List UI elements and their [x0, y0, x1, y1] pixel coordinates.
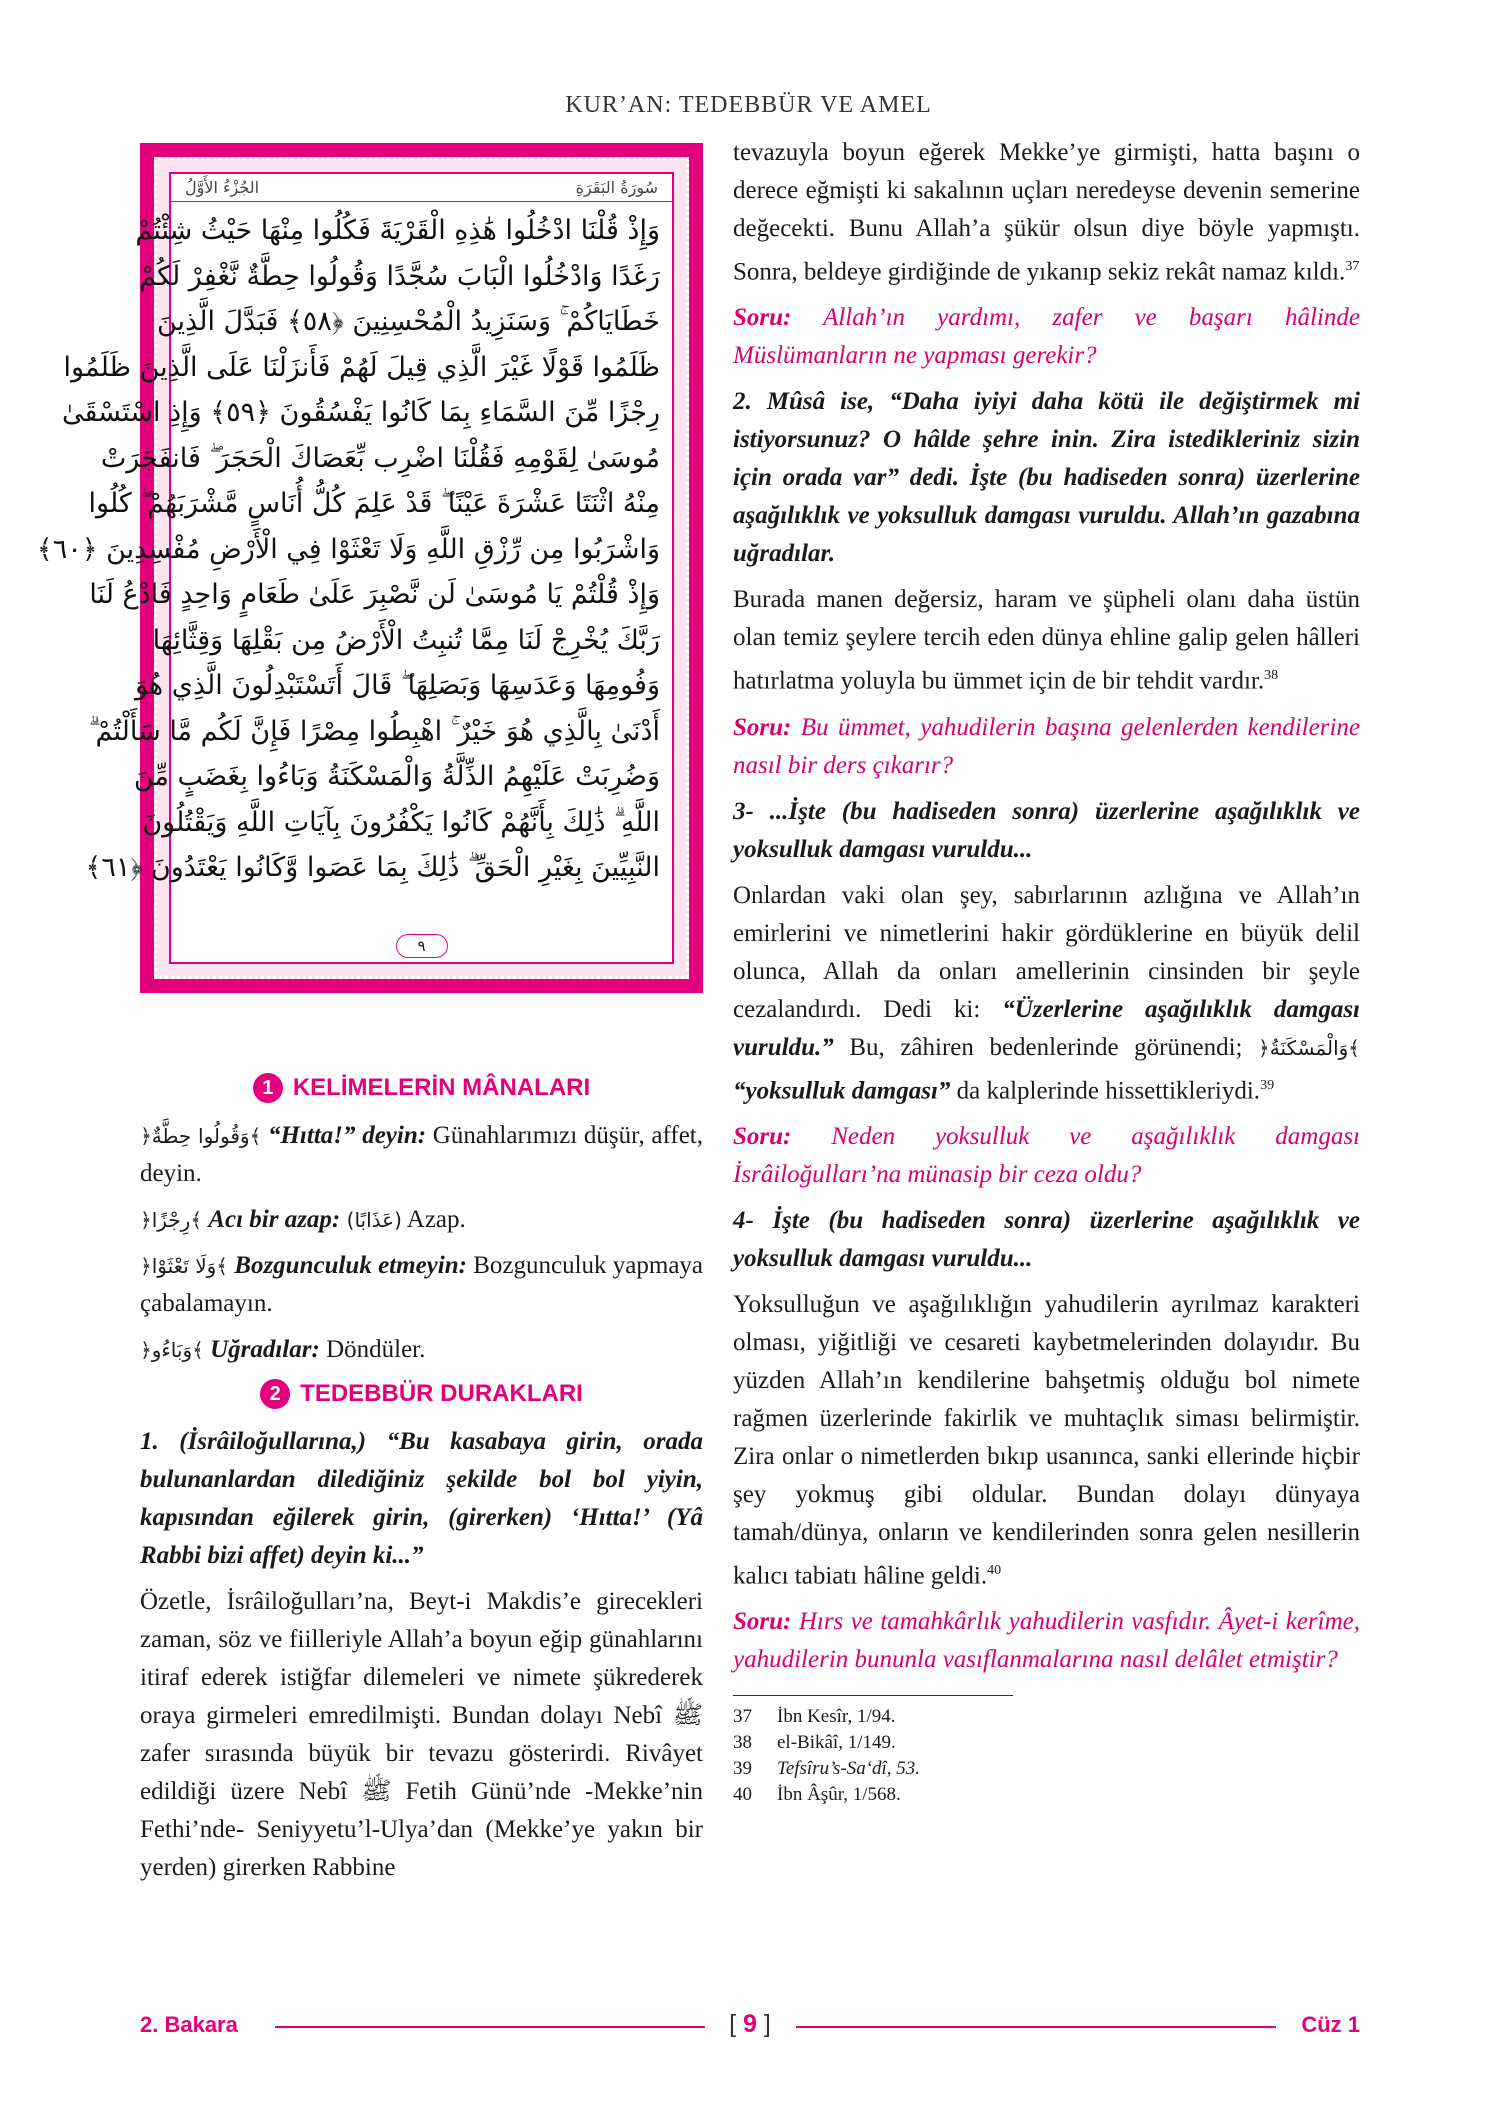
quran-line: وَإِذْ قُلْنَا ادْخُلُوا هَٰذِهِ الْقَرْيَةَ فَكُلُوا مِنْهَا حَيْثُ شِئْتُمْ [135, 215, 660, 246]
question [733, 709, 1360, 785]
emphasis: “yoksulluk damgası” [733, 1076, 951, 1104]
left-column [140, 1063, 703, 1895]
section-title-words [140, 1073, 703, 1103]
body-paragraph [733, 134, 1360, 291]
footnote [733, 1782, 1360, 1808]
arabic-term: ﴿وَبَاءُو﴾ [140, 1338, 204, 1362]
question-label: Soru: [733, 304, 792, 332]
bracket: [ [729, 2010, 737, 2038]
quran-line: اللَّهِ ۗ ذَٰلِكَ بِأَنَّهُمْ كَانُوا يَكْفُرُونَ بِآيَاتِ اللَّهِ وَيَقْتُلُونَ [142, 806, 660, 838]
term: Uğradılar: [203, 1336, 320, 1363]
body-paragraph [733, 1286, 1360, 1595]
question-label: Soru: [733, 1122, 792, 1150]
question-text: Allah’ın yardımı, zafer ve başarı hâlinde Müslümanların ne yapması gerekir? [733, 304, 1360, 370]
arabic-term: ﴿وَقُولُوا حِطَّةٌ﴾ [140, 1124, 262, 1148]
footnote [733, 1730, 1360, 1756]
footnote-text: İbn Âşûr, 1/568. [777, 1784, 901, 1806]
footer-rule-left [275, 2026, 705, 2028]
paragraph-text: Onlardan vaki olan şey, sabırlarının azlığına ve Allah’ın emirlerini ve nimetlerini hakir gördüklerine en büyük delil olunca, Allah da onları amellerinin cinsinden bir şeyle cezalandırdı. Dedi ki: [733, 881, 1360, 1023]
quran-page-top [171, 174, 672, 202]
meaning: Günahlarımızı düşür, affet, deyin. [140, 1122, 703, 1187]
section-title-text: TEDEBBÜR DURAKLARI [300, 1380, 583, 1407]
surah-name: سُورَةُ البَقَرَةِ [575, 178, 658, 197]
section-number: 1 [253, 1073, 283, 1103]
footnote-ref: 37 [1345, 259, 1360, 274]
quran-line: وَإِذْ قُلْتُمْ يَا مُوسَىٰ لَن نَّصْبِرَ عَلَىٰ طَعَامٍ وَاحِدٍ فَادْعُ لَنَا [89, 579, 660, 610]
paragraph-text: Burada manen değersiz, haram ve şüpheli olanı daha üstün olan temiz şeylere tercih eden dünya ehline galip gelen hâlleri hatırlatma yoluyla bu ümmet için de bir tehdit vardır. [733, 586, 1360, 695]
footnote-ref: 38 [1264, 668, 1279, 684]
word-entry [140, 1201, 703, 1239]
quran-line: النَّبِيِّينَ بِغَيْرِ الْحَقِّ ۗ ذَٰلِكَ بِمَا عَصَوا وَّكَانُوا يَعْتَدُونَ ﴿٦١﴾ [85, 852, 660, 883]
meaning: Azap. [401, 1206, 466, 1233]
body-paragraph [733, 877, 1360, 1110]
quran-line: وَفُومِهَا وَعَدَسِهَا وَبَصَلِهَا ۖ قَالَ أَتَسْتَبْدِلُونَ الَّذِي هُوَ [134, 670, 660, 701]
footer-surah: 2. Bakara [140, 2012, 238, 2037]
page-number [714, 2010, 786, 2039]
page-footer [140, 2012, 1360, 2042]
word-entry [140, 1117, 703, 1193]
bracket: ] [763, 2010, 771, 2038]
quran-line: ظَلَمُوا قَوْلًا غَيْرَ الَّذِي قِيلَ لَهُمْ فَأَنزَلْنَا عَلَى الَّذِينَ ظَلَمُوا [63, 351, 660, 383]
footnote-text: Tefsîru’s-Sa‘dî, 53. [777, 1758, 921, 1780]
body-paragraph [733, 581, 1360, 700]
arabic-gloss: (عَذَابًا) [340, 1208, 402, 1232]
question-text: Hırs ve tamahkârlık yahudilerin vasfıdır. Âyet-i kerîme, yahudilerin bununla vasıflanmalarına nasıl delâlet etmiştir? [733, 1608, 1360, 1674]
verse-quote: 2. Mûsâ ise, “Daha iyiyi daha kötü ile değiştirmek mi istiyorsunuz? O hâlde şehre inin. Zira istedikleriniz sizin için orada var” dedi. İşte (bu hadiseden sonra) üzerlerine aşağılıklık ve yoksulluk damgası vuruldu. Allah’ın gazabına uğradılar. [733, 388, 1360, 568]
arabic-term: ﴿وَلَا تَعْثَوْا﴾ [140, 1254, 229, 1278]
footnote-number: 37 [733, 1706, 752, 1728]
footnote-number: 40 [733, 1784, 752, 1806]
paragraph-text: da kalplerinde hissettikleriydi. [950, 1076, 1261, 1104]
footer-rule-right [796, 2026, 1276, 2028]
arabic-term: ﴿وَالْمَسْكَنَةُ﴾ [1258, 1035, 1360, 1060]
meaning: Döndüler. [319, 1336, 426, 1363]
footnote-text: el-Bikâî, 1/149. [777, 1732, 896, 1754]
quran-line: مِنْهُ اثْنَتَا عَشْرَةَ عَيْنًا ۖ قَدْ عَلِمَ كُلُّ أُنَاسٍ مَّشْرَبَهُمْ ۖ كُلُوا [88, 488, 660, 519]
page-number-value: 9 [743, 2010, 757, 2038]
term: Acı bir azap: [202, 1206, 341, 1233]
footnote-number: 38 [733, 1732, 752, 1754]
quran-line: رَغَدًا وَادْخُلُوا الْبَابَ سُجَّدًا وَقُولُوا حِطَّةٌ نَّغْفِرْ لَكُمْ [139, 260, 660, 292]
footnote-ref: 39 [1260, 1077, 1275, 1093]
quran-line: أَدْنَىٰ بِالَّذِي هُوَ خَيْرٌ ۚ اهْبِطُوا مِصْرًا فَإِنَّ لَكُم مَّا سَأَلْتُمْ ۗ [88, 715, 660, 747]
right-column [733, 134, 1360, 1808]
emphasis: “Üzerlerine aşağılıklık damgası vuruldu.” [733, 995, 1361, 1061]
question-text: Bu ümmet, yahudilerin başına gelenlerden kendilerine nasıl bir ders çıkarır? [733, 713, 1360, 779]
section-number: 2 [260, 1379, 290, 1409]
arabic-term: ﴿رِجْزًا﴾ [140, 1208, 203, 1232]
juz-name: الجُزْءُ الأَوَّلُ [185, 178, 260, 197]
meaning: Bozgunculuk yapmaya çabalamayın. [140, 1252, 704, 1317]
question-label: Soru: [733, 1608, 792, 1636]
paragraph-text: Yoksulluğun ve aşağılıklığın yahudilerin ayrılmaz karakteri olması, yiğitliği ve cesareti kaybetmelerinden dolayıdır. Bu yüzden Allah’ın kendilerine bahşetmiş olduğu bol nimete rağmen üzerlerinde fakirlik ve muhtaçlık siması belirmiştir. Zira onlar o nimetlerden bıkıp usanınca, sanki ellerinde hiçbir şey yokmuş gibi oldular. Bundan dolayı dünyaya tamah/dünya, onların ve kendilerinden sonra gelen nesillerin kalıcı tabiatı hâline geldi. [733, 1290, 1360, 1590]
quran-line: وَضُرِبَتْ عَلَيْهِمُ الذِّلَّةُ وَالْمَسْكَنَةُ وَبَاءُوا بِغَضَبٍ مِّنَ [133, 761, 660, 792]
body-paragraph: Özetle, İsrâiloğulları’na, Beyt-i Makdis’e girecekleri zaman, söz ve fiilleriyle Allah’a boyun eğip günahlarını itiraf ederek istiğfar dilemeleri ve nimete şükrederek oraya girmeleri emredilmişti. Bundan dolayı Nebî ﷺ zafer sırasında büyük bir tevazu gösterirdi. Rivâyet edildiği üzere Nebî ﷺ Fetih Günü’nde -Mekke’nin Fethi’nde- Seniyyetu’l-Ulya’dan (Mekke’ye yakın bir yerden) girerken Rabbine [140, 1588, 703, 1881]
paragraph-text: tevazuyla boyun eğerek Mekke’ye girmişti, hatta başını o derece eğmişti ki sakalının uçları neredeyse devenin semerine değecekti. Bunu Allah’a şükür olsun diye böyle yapmıştı. Sonra, beldeye girdiğinde de yıkanıp sekiz rekât namaz kıldı. [733, 139, 1360, 286]
section-title-text: KELİMELERİN MÂNALARI [292, 1074, 591, 1101]
term: “Hıtta!” deyin: [261, 1122, 427, 1149]
quran-line: رِجْزًا مِّنَ السَّمَاءِ بِمَا كَانُوا يَفْسُقُونَ ﴿٥٩﴾ وَإِذِ اسْتَسْقَىٰ [62, 397, 660, 428]
footnote-number: 39 [733, 1758, 752, 1780]
word-entry [140, 1247, 703, 1323]
quran-line: رَبَّكَ يُخْرِجْ لَنَا مِمَّا تُنبِتُ الْأَرْضُ مِن بَقْلِهَا وَقِثَّائِهَا [152, 624, 660, 656]
question [733, 299, 1360, 375]
quran-text [36, 202, 672, 897]
quran-line: مُوسَىٰ لِقَوْمِهِ فَقُلْنَا اضْرِب بِّعَصَاكَ الْحَجَرَ ۖ فَانفَجَرَتْ [100, 442, 660, 474]
question [733, 1603, 1360, 1679]
footnote [733, 1704, 1360, 1730]
running-header: KUR’AN: TEDEBBÜR VE AMEL [565, 92, 932, 118]
footnote-ref: 40 [987, 1562, 1002, 1578]
question-label: Soru: [733, 713, 792, 741]
quran-line: وَاشْرَبُوا مِن رِّزْقِ اللَّهِ وَلَا تَعْثَوْا فِي الْأَرْضِ مُفْسِدِينَ ﴿٦٠﴾ [36, 533, 660, 565]
paragraph-text: Bu, zâhiren bedenlerinde görünendi; [833, 1033, 1259, 1061]
verse-quote: 4- İşte (bu hadiseden sonra) üzerlerine aşağılıklık ve yoksulluk damgası vuruldu... [733, 1206, 1360, 1272]
question [733, 1118, 1360, 1194]
quran-frame-border [36, 157, 689, 979]
footnote-divider [733, 1695, 1013, 1696]
question-text: Neden yoksulluk ve aşağılıklık damgası İsrâiloğulları’na münasip bir ceza oldu? [733, 1122, 1360, 1188]
quran-page [36, 172, 674, 964]
verse-quote: 3- ...İşte (bu hadiseden sonra) üzerlerine aşağılıklık ve yoksulluk damgası vuruldu... [733, 797, 1360, 863]
footer-juz: Cüz 1 [1301, 2012, 1360, 2037]
footnote [733, 1756, 1360, 1782]
footnote-text: İbn Kesîr, 1/94. [777, 1706, 896, 1728]
verse-quote: 1. (İsrâiloğullarına,) “Bu kasabaya girin, orada bulunanlardan dilediğiniz şekilde bol bol yiyin, kapısından eğilerek girin, (girerken) ‘Hıtta!’ (Yâ Rabbi bizi affet) deyin ki...” [140, 1428, 703, 1569]
quran-page-number: ٩ [396, 934, 448, 958]
term: Bozgunculuk etmeyin: [228, 1252, 467, 1279]
section-title-reflection [140, 1379, 703, 1409]
quran-line: خَطَايَاكُمْ ۚ وَسَنَزِيدُ الْمُحْسِنِينَ ﴿٥٨﴾ فَبَدَّلَ الَّذِينَ [156, 306, 660, 337]
word-entry [140, 1331, 703, 1369]
quran-page-frame [36, 143, 703, 993]
